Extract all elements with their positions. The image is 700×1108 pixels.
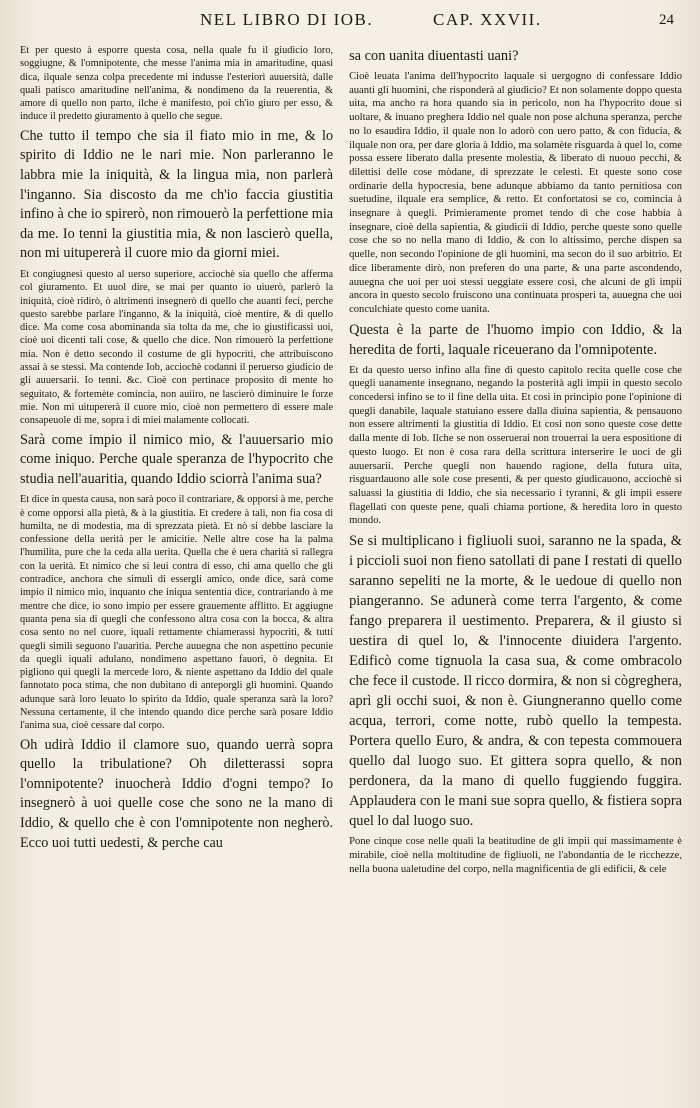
scripture-verse: Oh udirà Iddio il clamore suo, quando uerrà sopra quello la tribulatione? Oh diletterassi sopra l'omnipotente? inuocherà Iddio d'ogni tempo? Io insegnerò à uoi quelle cose che sono ne la mano di Iddio, & quello che è con l'omnipotente non negherò. Ecco uoi tutti uedesti, & perche cau: [20, 736, 334, 851]
chapter-heading: CAP. XXVII.: [433, 10, 542, 29]
commentary-paragraph: Et per questo à esporre questa cosa, nella quale fu il giudicio loro, soggiugne, & l'omnipotente, che messe l'anima mia in amaritudine, quasi dica, ilquale senza colpa precedente mi indusse l'esteriori auuersità, dalle quali patisco amaritudine nell'anima, & nondimeno da la reuerentia, & amore di quello non parto, ilche è manifesto, poi ch'io giuro per esso, & induce il predetto giuramento à quello che segue.: [20, 45, 334, 123]
scripture-verse: sa con uanita diuentasti uani?: [349, 48, 519, 64]
page-header: [20, 8, 682, 44]
scripture-verse: Sarà come impio il nimico mio, & l'auuersario mio come iniquo. Perche quale speranza de l'hypocrito che studia nell'auaritia, quando Iddio sciorrà l'anima sua?: [20, 431, 334, 487]
right-column: [349, 44, 682, 879]
commentary-paragraph: Cioè leuata l'anima dell'hypocrito laquale si uergogno di confessare Iddio auanti gli huomini, che risponderà al giudicio? Et non solamente doppo questa uita, ma ancho ra hora quando sia in pericolo, non ha l'hypocrito doue si uoltare, & inuano preghera Iddio nel quale non pose alchuna speranza, perche no lo esaudira Iddio, il quale non lo adorò con uero patto, & con fiducia, & ilquale non ora, per dare gloria à Iddio, ma solamète risguarda à quel lo, come possa essere liberato dalla presente molestia, & liberato di nuouo pecchi, & dilettisi delle cose mòdane, di sprezzate le celesti. Et queste sono cose ordinarie della hypocresia, bene adunque abbiamo da tanto pernitiosa con suetudine, ilquale era semplice, & retto. Et confortatosi se co, comincia à insegnare à quegli. Primieramente promet tendo di che cose habbia à insegnare, cioè della sapientia, & giudicii di Iddio, perche queste sono quelle cose che so no nella mano di Iddio, & con lo altissimo, perche dispen sa quelle, non secondo l'opinione de gli huomini, ma secon do il suo arbitrio. Et dice liberamente dirò, non preferen do una parte, & una parte ascondendo, auuegna che uoi per uoi stessi ueggiate essere così, che alcuni de gli impii ancora in questo secolo fruiscono una continuata prosperi ta, auuegna che uoi conculchiate questo come uanita.: [349, 71, 682, 315]
commentary-paragraph: Et congiugnesi questo al uerso superiore, acciochè sia quello che afferma col giuramento. Et uuol dire, se mai per quanto io uiuerò, parlerò la iniquità, cioè ridirò, ò altrimenti insegnerò di quello che auanti feci, perche questo sarebbe parlare l'inganno, & la iniquità, cioè mentire, & di quello dice. Ma come cosa abominanda sia tolta da me, che io giustificassi uoi, cioè uoi dicenti tali cose, & quello che dice. Non rimouerò la perfettione mia. Non è detto secondo il costume de gli hypocriti, che attribuiscono assai à se stessi. Ma contende Iob, acciochè codanni il peruerso giudicio de gli auuersarii. Io tenni. &c. Cioè con pertinace proposito di mente ho seguitato, & fortemète comincia, non auiiro, ne lascierò diminuire le forze mie. Non mi uitupererà il cuore mio, cioè non permettero di essere male consapeuole di me, sopra i di miei malamente collocati.: [20, 268, 334, 427]
commentary-paragraph: Pone cinque cose nelle quali la beatitudine de gli impii qui massimamente è mirabile, cioè nella moltitudine de figliuoli, ne l'abondantia de le ricchezze, nella buona ualetudine del corpo, nella magnificentia de gli edificii, & cele: [349, 836, 682, 875]
commentary-paragraph: Et dice in questa causa, non sarà poco il contrariare, & opporsi à me, perche è come opporsi alla pietà, & à la giustitia. Et credere à tali, non fia cosa di humilta, ne di modestia, ma di sprezzata pietà. Et nò si debbe lasciare la confessione della uerità per le amicitie. Nelle altre cose ha la palma l'humilita, pure che la ceda alla uerita. Quella che è uera charità si rallegra con la uerità. Et nimico che si leui contra di esso, chi ama quello che gli contradice, anchora che simuli di essergli amico, onde dice, sarà come impio il nimico mio, inquanto che iniqua sententia dice, contrariando à me mentre che dice, io sono impio per essere grauemente afflitto. Et aggiugne quanta pena sia di quegli che confessono altra cosa con la bocca, & altra cosa sento no nel cuore, iquali rettamente chiamerassi hypocriti, & tutti quegli simili seguono l'auaritia. Perche auuegna che non aspettino pecunie da quegli iquali adulano, nondimeno aspettano fauori, ò degnita. Et pigliono qui quegli la mercede loro, & niente aspettano da Iddio del quale fannotato poca stima, che non dubitano di anteporgli gli huomini. Quando adunque sarà loro leuato lo spirito da Iddio, quale speranza sarà la loro? Nessuna certamente, il che intendo quando dice perche sarà posare Iddio l'anima sua, cioè cessare dal corpo.: [20, 494, 334, 732]
text-columns: [20, 44, 682, 879]
scripture-verse: Questa è la parte de l'huomo impio con Iddio, & la heredita de forti, laquale riceuerano da l'omnipotente.: [349, 321, 682, 358]
commentary-paragraph: Et da questo uerso infino alla fine di questo capitolo recita quelle cose che quegli uanamente insegnano, negando la posterità agli impii in questo secolo concedersi infino se to il fine della uita. Et cosi in principio pone l'opinione di quegli danabile, laquale statuiano essere dalla diuina sapientia, & pensauono non essere altrimenti la giustitia di Iddio. Et cosi non sono queste cose dette dalla mente di Iob. Ilche se non osseruerai non trouerrai la uera espositione di questo luogo. Et non è cosa rara della scrittura interserire le uoci de gli auuersarii. Perche quegli non hauendo ragione, della futura uita, risguardauono alle sole cose presenti, & per questo giudicauono, acciochè si saluassi la giustitia di Iddio, che sia necessario i tyranni, & gli impii essere flagellati con queste pene, quali chiama portione, & heredita loro in questo mondo.: [349, 364, 682, 527]
folio-number: 24: [659, 12, 674, 28]
scripture-verse: Se si multiplicano i figliuoli suoi, saranno ne la spada, & i piccioli suoi non fieno satollati di pane I restati di quello saranno sepeliti ne la morte, & le uedoue di quello non piangeranno. Se adunerà come terra l'argento, & come fango preparera il uestimento. Preparera, & il giusto si uestira di quel lo, & l'innocente diuidera l'argento. Edificò come tignuola la casa sua, & come ombracolo che fece il custode. Il ricco dormira, & non si cògreghera, aprì gli occhi suoi, & non è. Giungneranno quello come acqua, terrori, come notte, rubò quello la tempesta. Portera quello Euro, & andra, & con tepesta commouera quello dal luogo suo. Et gittera sopra quello, & non perdonera, da la mano di quello fuggiendo fuggira. Applaudera con le mani sue sopra quello, & fistiera sopra quel lo dal luogo suo.: [349, 533, 682, 830]
running-title: NEL LIBRO DI IOB.: [200, 10, 374, 29]
left-column: [20, 44, 333, 879]
scripture-verse: Che tutto il tempo che sia il fiato mio in me, & lo spirito di Iddio ne le nari mie. Non parleranno le labbra mie la iniquità, & la lingua mia, non parlerà l'inganno. Sia discosto da me ch'io faccia giustitia infino à che io spirerò, non rimouerò la perfettione mia da me. Io tenni la giustitia mia, & non lascierò quella, non mi uitupererà il cuore mio da giorni miei.: [20, 127, 334, 262]
